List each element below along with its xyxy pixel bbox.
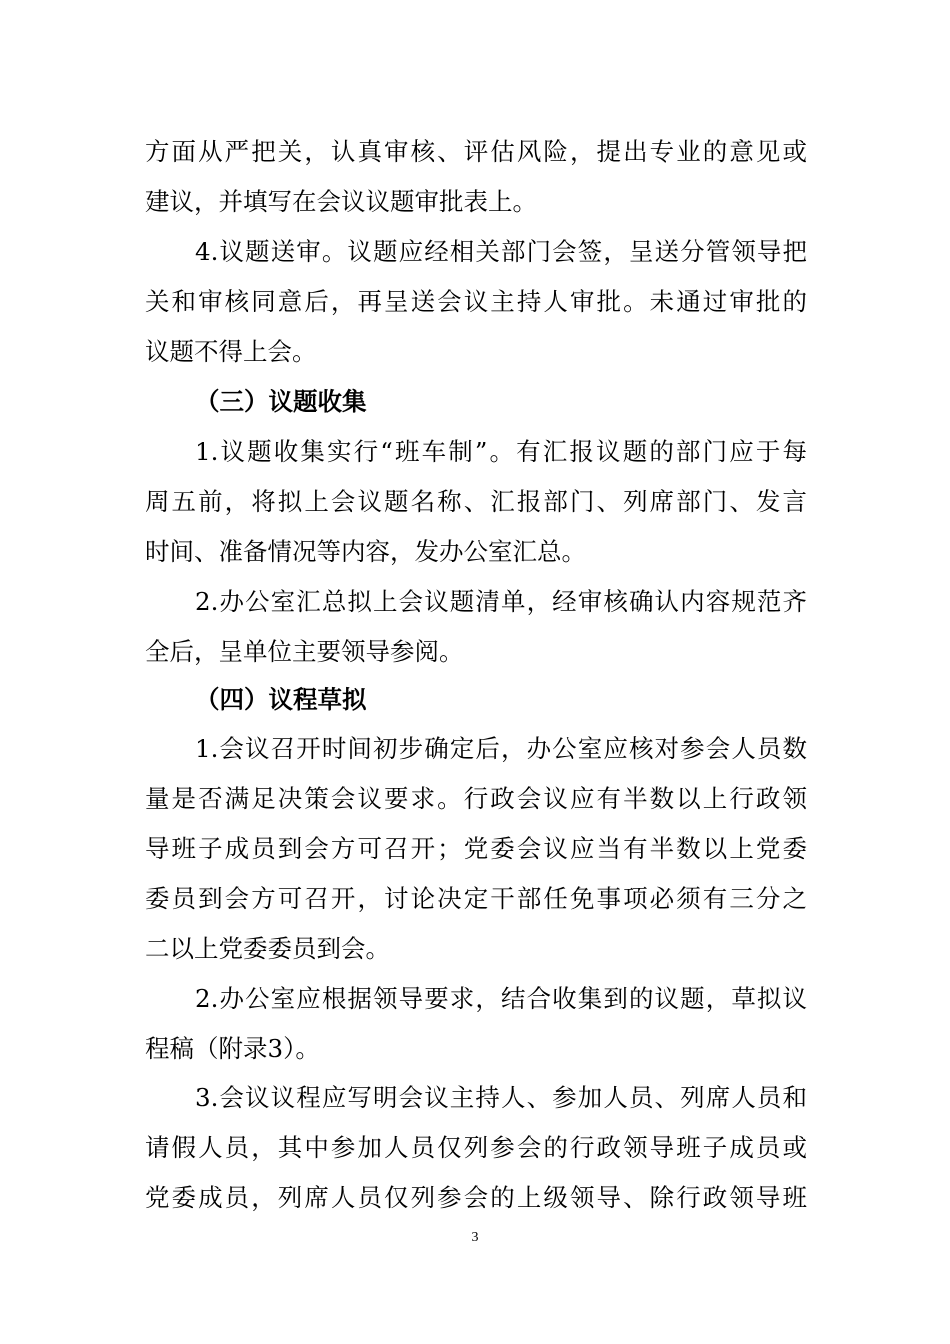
body-text-line: 全后，呈单位主要领导参阅。 [145, 637, 464, 666]
body-text-line: 方面从严把关，认真审核、评估风险，提出专业的意见或 [145, 137, 807, 166]
body-text-line: 二以上党委委员到会。 [145, 934, 390, 963]
body-text-line: 建议，并填写在会议议题审批表上。 [145, 187, 537, 216]
body-text-line: 量是否满足决策会议要求。行政会议应有半数以上行政领 [145, 784, 807, 813]
body-text-line: 程稿（附录3）。 [145, 1034, 320, 1063]
body-text-line: 请假人员，其中参加人员仅列参会的行政领导班子成员或 [145, 1133, 807, 1162]
section-heading: （四）议程草拟 [195, 685, 367, 714]
body-text-line: 周五前，将拟上会议题名称、汇报部门、列席部门、发言 [145, 487, 807, 516]
section-heading: （三）议题收集 [195, 387, 367, 416]
body-text-line: 议题不得上会。 [145, 337, 317, 366]
body-text-line: 4.议题送审。议题应经相关部门会签，呈送分管领导把 [195, 237, 807, 266]
body-text-line: 2.办公室应根据领导要求，结合收集到的议题，草拟议 [195, 984, 807, 1013]
body-text-line: 1.议题收集实行“班车制”。有汇报议题的部门应于每 [195, 437, 807, 466]
body-text-line: 导班子成员到会方可召开；党委会议应当有半数以上党委 [145, 834, 807, 863]
body-text-line: 时间、准备情况等内容，发办公室汇总。 [145, 537, 586, 566]
body-text-line: 党委成员，列席人员仅列参会的上级领导、除行政领导班 [145, 1183, 807, 1212]
body-text-line: 3.会议议程应写明会议主持人、参加人员、列席人员和 [195, 1083, 807, 1112]
page-number: 3 [471, 1230, 479, 1245]
body-text-line: 关和审核同意后，再呈送会议主持人审批。未通过审批的 [145, 287, 807, 316]
body-text-line: 2.办公室汇总拟上会议题清单，经审核确认内容规范齐 [195, 587, 807, 616]
body-text-line: 1.会议召开时间初步确定后，办公室应核对参会人员数 [195, 734, 807, 763]
body-text-line: 委员到会方可召开，讨论决定干部任免事项必须有三分之 [145, 884, 807, 913]
